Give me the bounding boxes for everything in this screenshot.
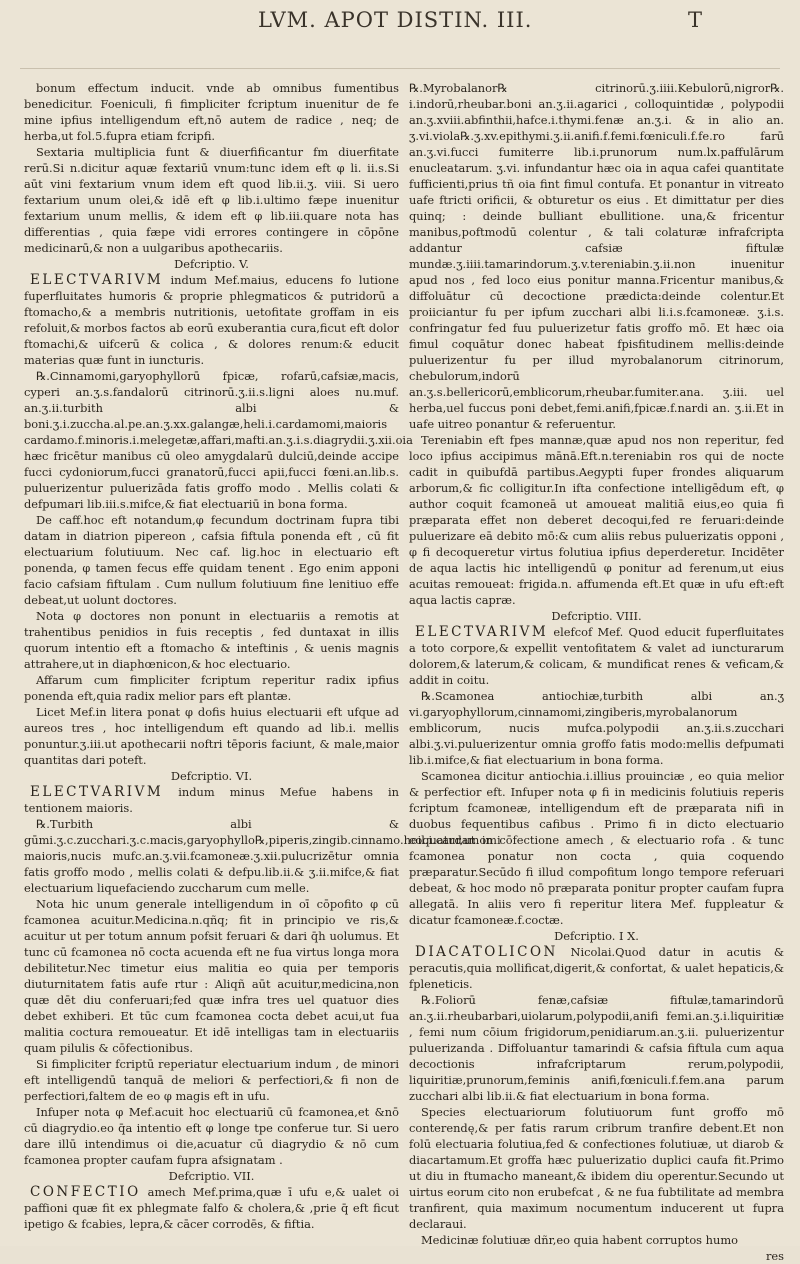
recipe-heading-text: Nicolai.Quod datur in acutis & peracutis,quia mollificat,digerit,& confortat, & ualet hepaticis,& fpleneticis. [409, 945, 784, 991]
body-paragraph: ℞.Turbith albi & gūmi.ʒ.c.zucchari.ʒ.c.macis,garyophyllo℞,piperis,zingib.cinnamo.heil.i.cardamomi maioris,nucis mufc.an.ʒ.vii.fcamoneæ.ʒ.xii.pulucrizētur omnia fatis groffo modo , mellis colati & defpu.lib.ii.& ʒ.ii.mifce,& fiat electuarium liquefaciendo zuccharum cum melle. [24, 817, 501, 895]
recipe-name-capitals: ELECTVARIVM [30, 272, 164, 288]
body-paragraph: ℞.Cinnamomi,garyophyllorū fpicæ, rofarū,cafsiæ,macis, cyperi an.ʒ.s.fandalorū citrinorū.ʒ.ii.s.ligni aloes nu.muf. an.ʒ.ii.turbith albi & boni.ʒ.i.zuccha.al.pe.an.ʒ.xx.galangæ,heli.i.cardamomi,maioris cardamo.f.minoris.i.melegetæ,affari,mafti.an.ʒ.i.s.diagrydii.ʒ.xii.oia hæc fricētur manibus cū oleo amygdalarū dulciū,deinde accipe fucci cydoniorum,fucci granatorū,fucci apii,fucci fœni.an.lib.s. puluerizentur puluerizāda fatis groffo modo . Mellis colati & defpumari lib.iii.s.mifce,& fiat electuariū in bona forma. [24, 369, 413, 511]
body-paragraph: Nota hic unum generale intelligendum in oī cōpofito φ cū fcamonea acuitur.Medicina.n.qñq; fit in principio ve ris,& acuitur ut per totum annum pofsit feruari & dari q̄h uolumus. Et tunc cū fcamonea nō cocta acuenda eft ne fua virtus longa mora debilitetur.Nec timetur eius malitia eo quia per temporis diuturnitatem fatis aufe rtur : Aliqñ aūt acuitur,medicina,non quæ dēt diu conferuari;fed quæ infra tres uel quatuor dies debet exhiberi. Et tūc cum fcamonea cocta debet acui,ut fua malitia coctura remoueatur. Et idē intelligas tam in electuariis quam pilulis & cōfectionibus. [24, 897, 399, 1055]
body-paragraph: Tereniabin eft fpes mannæ,quæ apud nos non reperitur, fed loco ipfius accipimus mānā.Eft.n.tereniabin ros qui de nocte cadit in quibufdā partibus.Aegypti fuper frondes aliquarum arborum,& fic colligitur.In ifta confectione intelligēdum eft, φ author coquit fcamoneā ut amoueat malitiā eius,eo quia fi præparata effet non deberet decoqui,fed re feruari:deinde puluerizare eā debito mō:& cum aliis rebus puluerizatis opponi , φ fi decoqueretur virtus folutiua ipfius deperderetur. Incidēter de aqua lactis hic intelligendū φ ponitur ad ferenum,ut eius acuitas remoueat: frigida.n. affumenda eft.Et quæ in ufu eft:eft aqua lactis capræ. [409, 433, 784, 607]
body-paragraph: Scamonea dicitur antiochia.i.illius prouinciæ , eo quia melior & perfectior eft. Infuper nota φ fi in medicinis folutiuis reperis fcriptum fcamoneæ, intelligendum eft de præparata nifi in duobus fequentibus cafibus . Primo fi in dicto electuario coquatur,ut in cōfectione amech , & electuario rofa . & tunc fcamonea ponatur non cocta , quia coquendo præparatur.Secūdo fi illud compofitum longo tempore referuari debeat, & hoc modo nō præparata ponitur propter caufam fupra allegatā. In aliis vero fi reperitur litera Mef. fuppleatur & dicatur fcamoneæ.f.coctæ. [409, 769, 784, 927]
running-header [210, 4, 770, 38]
page-number: T [688, 8, 704, 32]
body-paragraph: De caff.hoc eft notandum,φ fecundum doctrinam fupra tibi datam in diatrion pipereon , cafsia fiftula ponenda eft , cū fit electuarium folutiuum. Nec caf. lig.hoc in electuario eft ponenda, φ tamen fecus effe quidam tenent . Ego enim apponi facio cafsiam fiftulam . Cum nullum folutiuum fine lenitiuo effe debeat,ut uolunt doctores. [24, 513, 399, 607]
body-paragraph: ℞.Scamonea antiochiæ,turbith albi an.ʒ vi.garyophyllorum,cinnamomi,zingiberis,myrobalanorum emblicorum, nucis mufca.polypodii an.ʒ.ii.s.zucchari albi.ʒ.vi.puluerizentur omnia groffo fatis modo:mellis defpumati lib.i.mifce,& fiat electuarium in bona forma. [409, 689, 784, 767]
section-description-title: Defcriptio. V. [174, 257, 249, 271]
running-title: LVM. APOT DISTIN. III. [258, 8, 533, 32]
body-paragraph: Affarum cum fimpliciter fcriptum reperitur radix ipfius ponenda eft,quia radix melior pars eft plantæ. [24, 673, 399, 703]
recipe-name-capitals: CONFECTIO [30, 1184, 141, 1200]
recipe-heading-paragraph [409, 624, 784, 688]
recipe-name-capitals: DIACATOLICON [415, 944, 558, 960]
body-paragraph: Infuper nota φ Mef.acuit hoc electuariū cū fcamonea,et &nō cū diagrydio.eo q̄a intentio eft φ longe tpe conferue tur. Si uero dare illū intendimus oi die,acuatur cū diagrydio & nō cum fcamonea propter caufam fupra afsignatam . [24, 1105, 399, 1167]
body-paragraph: Si fimpliciter fcriptū reperiatur electuarium indum , de minori eft intelligendū tanquā de meliori & perfectiori,& fi non de perfectiori,faltem de eo φ magis eft in ufu. [24, 1057, 399, 1103]
recipe-heading-paragraph [409, 944, 784, 992]
recipe-name-capitals: ELECTVARIVM [415, 624, 549, 640]
body-paragraph: bonum effectum inducit. vnde ab omnibus fumentibus benedicitur. Foeniculi, fi fimpliciter fcriptum inuenitur de fe mine ipfius intelligendum eft,nō autem de radice , neq; de herba,ut fol.5.fupra etiam fcripfi. [24, 81, 399, 143]
header-rule [20, 68, 780, 69]
recipe-heading-text: amech Mef.prima,quæ ī ufu e,& ualet oi paffioni quæ fit ex phlegmate falfo & cholera,& ,prie q̄ eft ficut ipetigo & fcabies, lepra,& cācer corrodēs, & fiftia. [24, 1185, 399, 1231]
body-paragraph: Licet Mef.in litera ponat φ dofis huius electuarii eft ufque ad aureos tres , hoc intelligendum eft quando ad lib.i. mellis ponuntur.ʒ.iii.ut apothecarii noftri tēporis faciunt, & male,maior quantitas dari poteft. [24, 705, 399, 767]
recipe-name-capitals: ELECTVARIVM [30, 784, 164, 800]
body-paragraph: ℞.Foliorū fenæ,cafsiæ fiftulæ,tamarindorū an.ʒ.ii.rheubarbari,uiolarum,polypodii,anifi femi.an.ʒ.i.liquiritiæ , femi num cōium frigidorum,penidiarum.an.ʒ.ii. puluerizentur puluerizanda . Diffoluantur tamarindi & cafsia fiftula cum aqua decoctionis infrafcriptarum rerum,polypodii, liquiritiæ,prunorum,feminis anifi,fœniculi.f.fem.ana parum zucchari albi lib.ii.& fiat electuarium in bona forma. [409, 993, 784, 1103]
section-description-title: Defcriptio. VII. [168, 1169, 255, 1183]
body-paragraph: Sextaria multiplicia funt & diuerfificantur fm diuerfitate rerū.Si n.dicitur aquæ fextariū vnum:tunc idem eft φ li. ii.s.Si aūt vini fextarium vnum idem eft quod lib.ii.ʒ. viii. Si uero fextarium unum olei,& idē eft φ lib.i.ultimo fæpe inuenitur fextarium unum mellis, & idem eft φ lib.iii.quare nota has differentias , quia fæpe vidi errores contingere in cōpōne medicinarū,& non a uulgaribus apothecariis. [24, 145, 399, 255]
section-description-title: Defcriptio. VIII. [551, 609, 642, 623]
body-paragraph: Nota φ doctores non ponunt in electuariis a remotis at trahentibus penidios in fuis receptis , fed duntaxat in illis quorum intentio eft a ftomacho & inteftinis , & uenis magnis attrahere,ut in diaphœnicon,& hoc electuario. [24, 609, 399, 671]
catchword: res [765, 1249, 784, 1263]
section-description-title: Defcriptio. I X. [554, 929, 639, 943]
recipe-heading-text: elefcof Mef. Quod educit fuperfluitates a toto corpore,& expellit ventofitatem & valet ad iuncturarum dolorem,& laterum,& colicam, & mundificat renes & veficam,& addit in coitu. [409, 625, 784, 687]
section-description-title: Defcriptio. VI. [170, 769, 253, 783]
body-paragraph: Medicinæ folutiuæ dñr,eo quia habent corruptos humo [421, 1233, 738, 1247]
body-paragraph: ℞.Myrobalanor℞ citrinorū.ʒ.iiii.Kebulorū,nigror℞. i.indorū,rheubar.boni an.ʒ.ii.agarici , colloquintidæ , polypodii an.ʒ.xviii.abfinthii,hafce.i.thymi.fenæ an.ʒ.i. & in alio an. ʒ.vi.viola℞.ʒ.xv.epithymi.ʒ.ii.anifi.f.femi.fœniculi.f.fe.ro farū an.ʒ.vi.fucci fumiterre lib.i.prunorum num.lx.paffulārum enucleatarum. ʒ.vi. infundantur hæc oia in aqua cafei quantitate fufficienti,prius tñ oia fint fimul contufa. Et ponantur in vitreato uafe ftricti orificii, & obturetur os eius . Et dimittatur per dies quinq; : deinde bulliant ebullitione. una,& fricentur manibus,poftmodū colentur , & tali colaturæ infrafcripta addantur cafsiæ fiftulæ mundæ.ʒ.iiii.tamarindorum.ʒ.v.tereniabin.ʒ.ii.non inuenitur apud nos , fed loco eius ponitur manna.Fricentur manibus,& diffoluātur cū decoctione prædicta:deinde colentur.Et proiiciantur fu per ipfum zucchari albi li.i.s.fcamoneæ. ʒ.i.s. confringatur fed fuu puluerizetur fatis groffo mō. Et hæc oia fimul coquātur donec habeat fpisfitudinem mellis:deinde puluerizentur fu per illud myrobalanorum citrinorum, chebulorum,indorū an.ʒ.s.bellericorū,emblicorum,rheubar.fumiter.ana. ʒ.iii. uel herba,uel fuccus poni debet,femi.anifi,fpicæ.f.nardi an. ʒ.ii.Et in uafe uitreo ponantur & referuentur. [409, 81, 784, 431]
recipe-heading-paragraph [24, 272, 399, 368]
recipe-heading-text: indum minus Mefue habens in tentionem maioris. [24, 785, 399, 815]
recipe-heading-text: indum Mef.maius, educens fo lutione fuperfluitates humoris & proprie phlegmaticos & putridorū a ftomacho,& a membris nutritionis, uetofitate groffam in eis refoluit,& morbos factos ab eorū exuberantia cura,ficut eft dolor ftomachi,& uifcerū & colica , & dolores renum:& educit materias quæ funt in iuncturis. [24, 273, 399, 367]
recipe-heading-paragraph [24, 1184, 399, 1232]
right-column [409, 80, 784, 1264]
recipe-heading-paragraph [24, 784, 399, 816]
body-paragraph: Species electuariorum folutiuorum funt groffo mō conterendę,& per fatis rarum cribrum tranfire debent.Et non folū electuaria folutiua,fed & confectiones folutiuæ, ut diarob & diacartamum.Et groffa hæc puluerizatio duplici caufa fit.Primo ut diu in ftumacho maneant,& ibidem diu operentur.Secundo ut uirtus eorum cito non erubefcat , & ne fua fubtilitate ad membra tranfirent, quia maximum nocumentum inducerent ut fupra declaraui. [409, 1105, 784, 1231]
